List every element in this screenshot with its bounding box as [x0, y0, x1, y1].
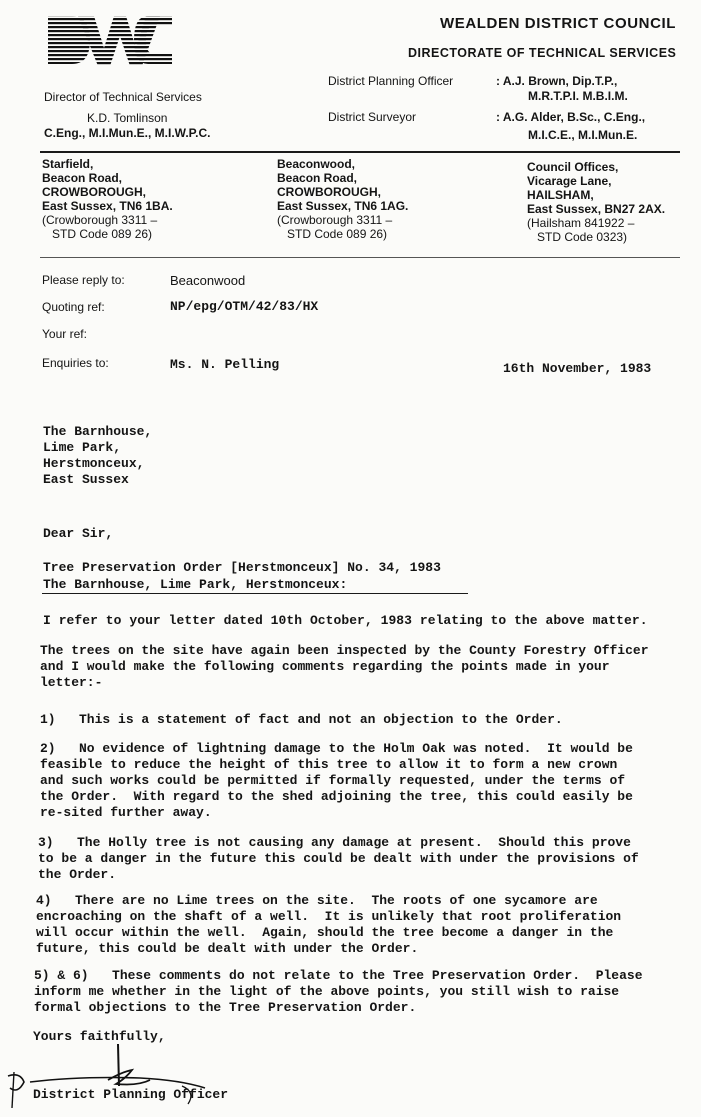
- point-2: 2) No evidence of lightning damage to the Holm Oak was noted. It would be feasible to reduce the height of this tree to allow it to form a new crown and such works could be permitted if formally requested, under the terms of the Order. With regard to the shed adjoining the tree, this could easily be re-sited further away.: [40, 741, 633, 820]
- wdc-logo-icon: [42, 14, 174, 68]
- header-rule: [40, 151, 680, 153]
- planning-officer-qualifications: M.R.T.P.I. M.B.I.M.: [528, 89, 628, 103]
- planning-officer-name: : A.J. Brown, Dip.T.P.,: [496, 74, 618, 88]
- quoting-label: Quoting ref:: [42, 300, 105, 314]
- director-title: Director of Technical Services: [44, 90, 202, 104]
- intro-paragraph: I refer to your letter dated 10th October, 1983 relating to the above matter.: [43, 613, 648, 628]
- council-name: WEALDEN DISTRICT COUNCIL: [440, 15, 677, 32]
- your-ref-label: Your ref:: [42, 327, 87, 341]
- office-starfield: Starfield, Beacon Road, CROWBOROUGH, East Sussex, TN6 1BA. (Crowborough 3311 – STD Code 089 26): [42, 157, 173, 241]
- recipient-address: The Barnhouse, Lime Park, Herstmonceux, East Sussex: [43, 424, 153, 487]
- enquiries-label: Enquiries to:: [42, 356, 109, 370]
- council-logo: [42, 14, 174, 68]
- planning-officer-role: District Planning Officer: [328, 74, 454, 88]
- point-4: 4) There are no Lime trees on the site. The roots of one sycamore are encroaching on the shaft of a well. It is unlikely that root proliferation will occur within the well. Again, should the tree become a danger in the future, this could be dealt with under the Order.: [36, 893, 622, 956]
- point-3: 3) The Holly tree is not causing any damage at present. Should this prove to be a danger in the future this could be dealt with under the provisions of the Order.: [38, 835, 639, 882]
- surveyor-name: : A.G. Alder, B.Sc., C.Eng.,: [496, 110, 646, 124]
- signatory-title: District Planning Officer: [33, 1087, 229, 1102]
- office-hailsham: Council Offices, Vicarage Lane, HAILSHAM, East Sussex, BN27 2AX. (Hailsham 841922 – STD Code 0323): [527, 160, 666, 244]
- reply-label: Please reply to:: [42, 273, 125, 287]
- quoting-value: NP/epg/OTM/42/83/HX: [170, 299, 319, 314]
- enquiries-value: Ms. N. Pelling: [170, 357, 280, 372]
- office-beaconwood: Beaconwood, Beacon Road, CROWBOROUGH, East Sussex, TN6 1AG. (Crowborough 3311 – STD Code 089 26): [277, 157, 409, 241]
- directorate-name: DIRECTORATE OF TECHNICAL SERVICES: [408, 46, 677, 60]
- reply-value: Beaconwood: [170, 273, 246, 288]
- closing: Yours faithfully,: [33, 1029, 166, 1044]
- office-rule: [40, 257, 680, 258]
- director-qualifications: C.Eng., M.I.Mun.E., M.I.W.P.C.: [44, 126, 211, 140]
- subject-line-2: The Barnhouse, Lime Park, Herstmonceux:: [43, 577, 348, 592]
- paragraph-inspection: The trees on the site have again been inspected by the County Forestry Officer and I would make the following comments regarding the points made in your letter:-: [40, 643, 649, 690]
- subject-underline: [42, 593, 468, 594]
- director-name: K.D. Tomlinson: [87, 111, 168, 125]
- salutation: Dear Sir,: [43, 526, 114, 541]
- letter-date: 16th November, 1983: [503, 361, 652, 376]
- surveyor-qualifications: M.I.C.E., M.I.Mun.E.: [528, 128, 638, 142]
- point-1: 1) This is a statement of fact and not an objection to the Order.: [40, 712, 563, 727]
- point-5-6: 5) & 6) These comments do not relate to the Tree Preservation Order. Please inform me whether in the light of the above points, you still wish to raise formal objections to the Tree Preservation Order.: [34, 968, 643, 1015]
- surveyor-role: District Surveyor: [328, 110, 417, 124]
- subject-line-1: Tree Preservation Order [Herstmonceux] No. 34, 1983: [43, 560, 441, 575]
